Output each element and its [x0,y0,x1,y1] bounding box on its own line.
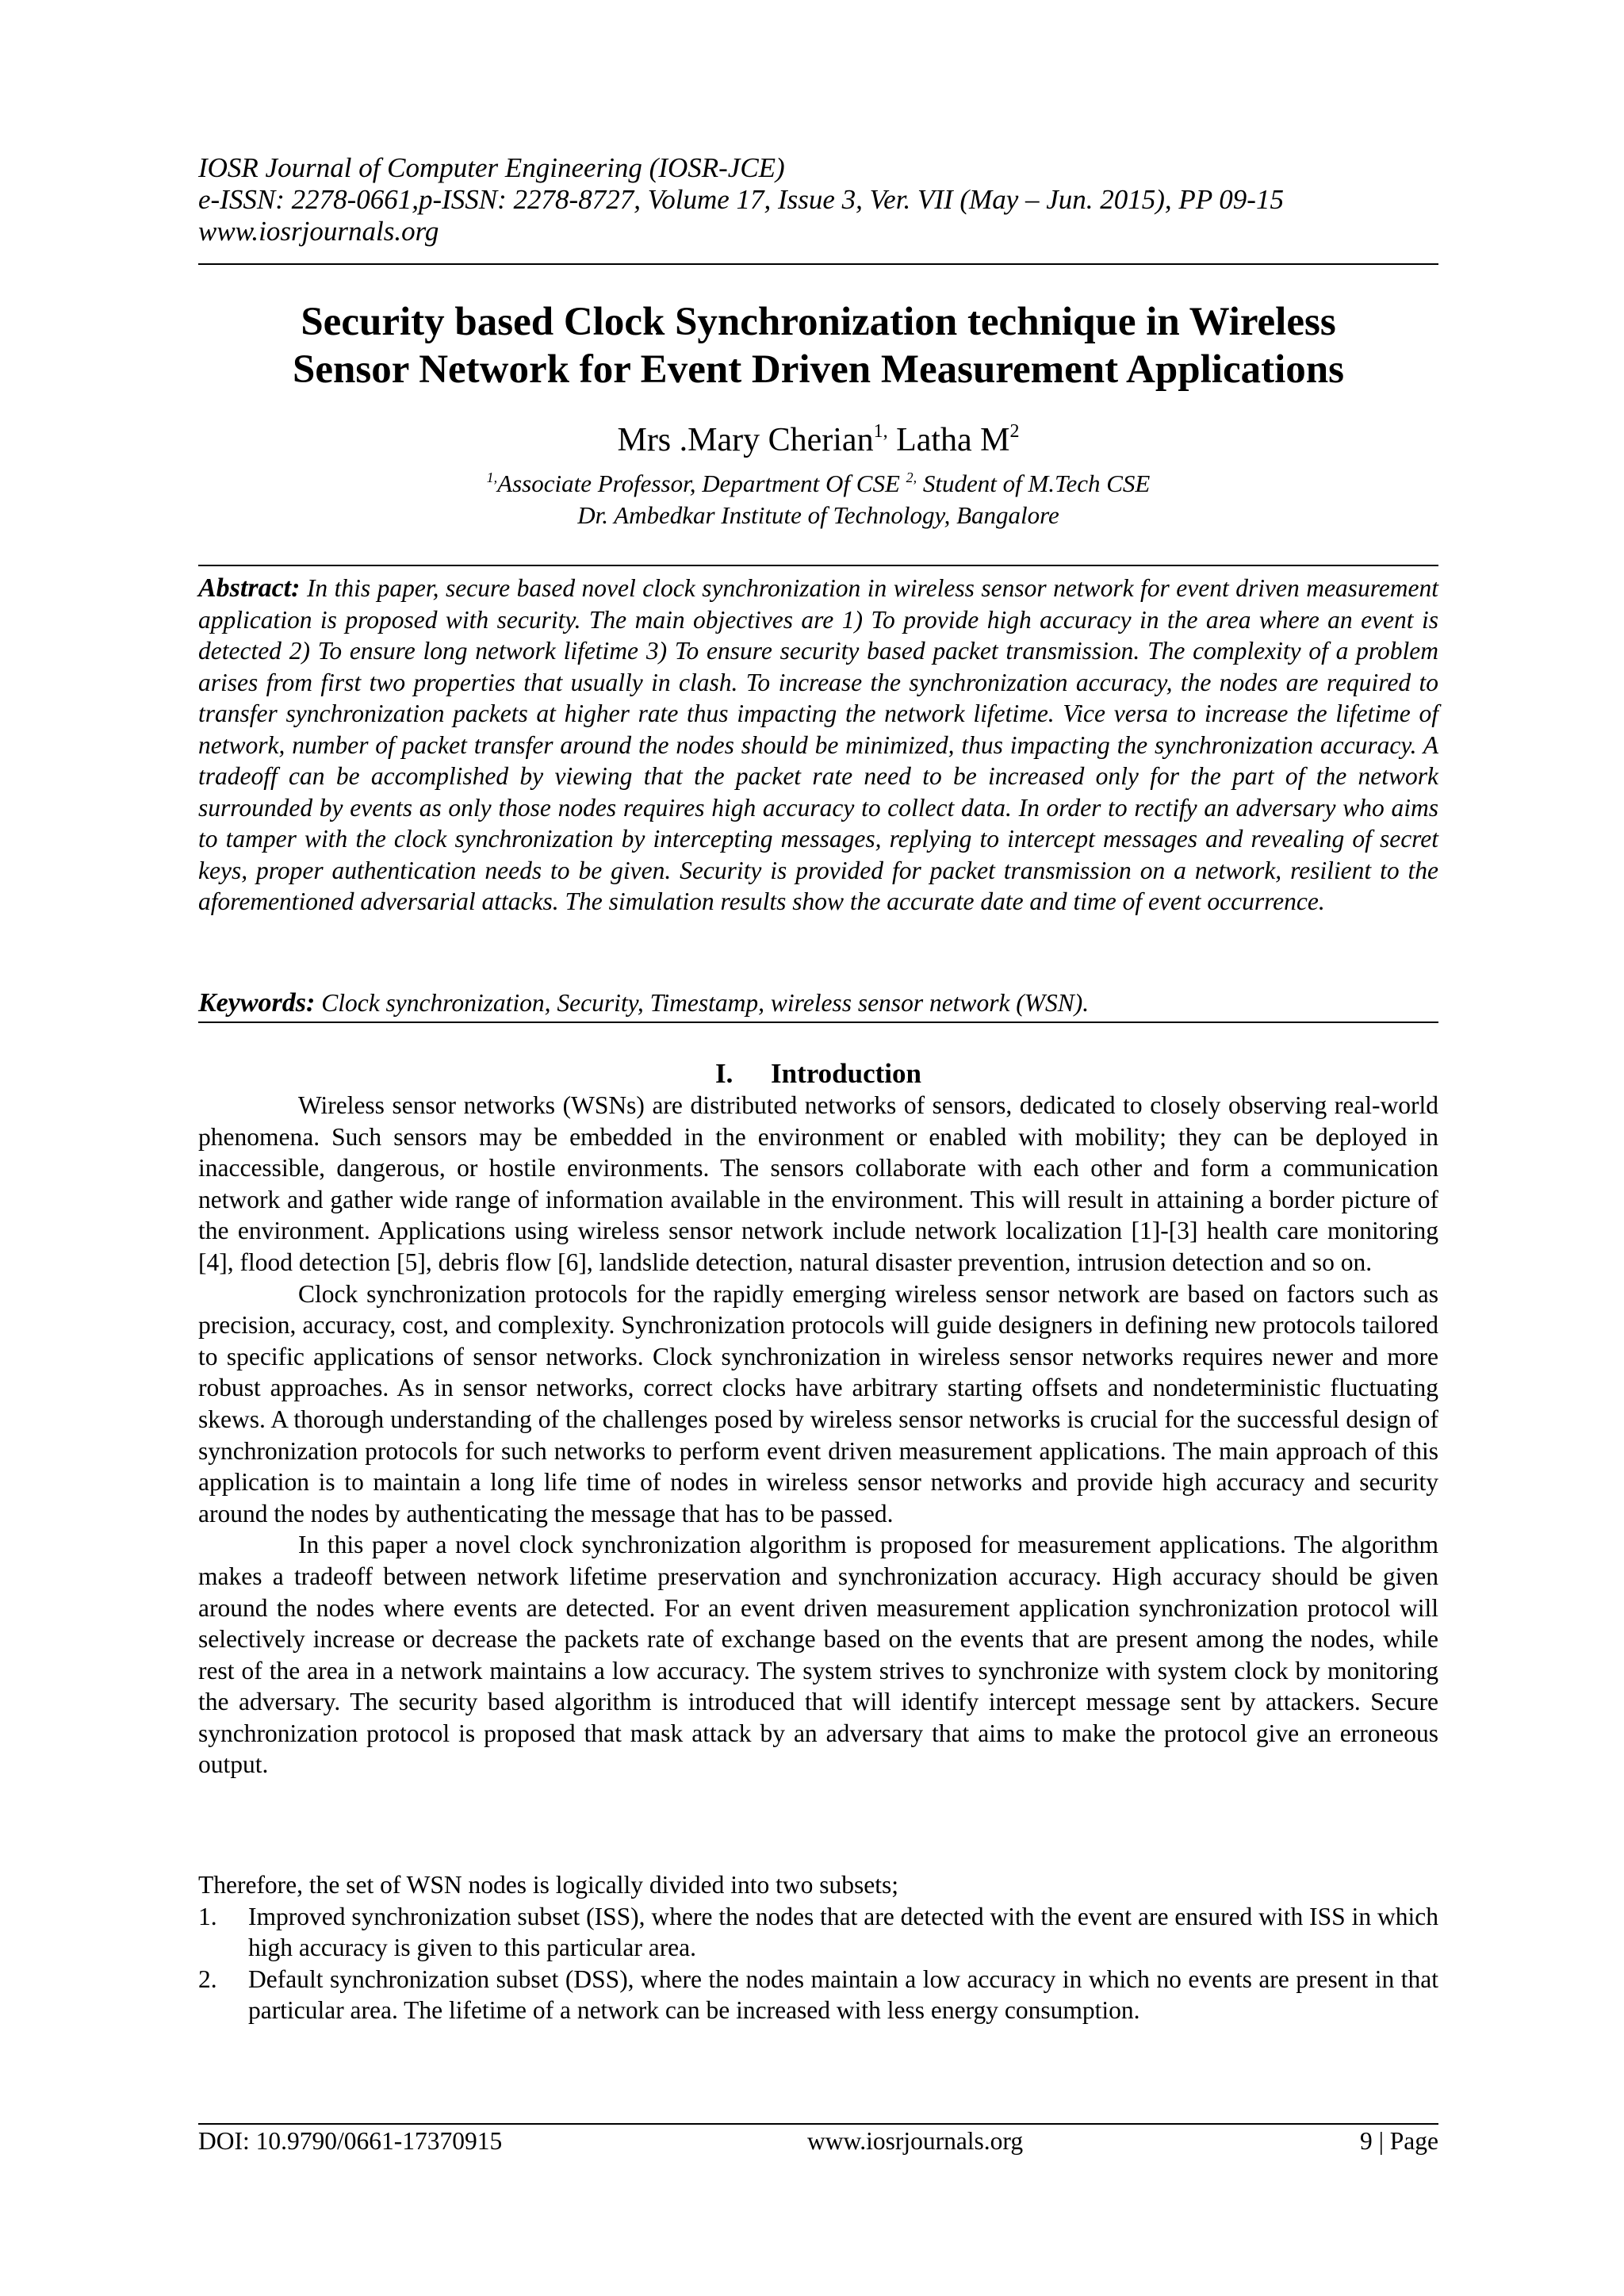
paper-title [198,298,1438,393]
author-2: Latha M [887,422,1010,458]
keywords-text: Clock synchronization, Security, Timestamp, wireless sensor network (WSN). [315,989,1090,1017]
list-text: Improved synchronization subset (ISS), where the nodes that are detected with the event are ensured with ISS in which high accuracy is given to this particular area. [248,1902,1438,1962]
keywords-label: Keywords: [198,988,316,1018]
footer-website[interactable]: www.iosrjournals.org [807,2127,1024,2155]
affiliations [198,468,1438,531]
abstract-bottom-rule [198,1022,1438,1023]
list-number: 2. [198,1964,217,1993]
section-heading [198,1056,1438,1091]
author-line [198,420,1438,460]
affil-2-sup: 2, [906,470,917,485]
paragraph: Wireless sensor networks (WSNs) are distributed networks of sensors, dedicated to closely observing real-world phenomena. Such sensors may be embedded in the environment or enabled with mobility; they can be deployed in inaccessible, dangerous, or hostile environments. The sensors collaborate with each other and form a communication network and gather wide range of information available in the environment. This will result in attaining a border picture of the environment. Applications using wireless sensor network include network localization [1]-[3] health care monitoring [4], flood detection [5], debris flow [6], landslide detection, natural disaster prevention, intrusion detection and so on. [198,1091,1438,1276]
header-rule [198,263,1438,265]
page-footer [198,2125,1438,2157]
institution: Dr. Ambedkar Institute of Technology, Bangalore [577,501,1059,529]
author-1: Mrs .Mary Cherian [617,422,874,458]
abstract [198,573,1438,918]
list-item [198,1964,1438,2026]
journal-name: IOSR Journal of Computer Engineering (IOSR-JCE) [198,152,785,183]
author-2-sup: 2 [1009,421,1020,442]
abstract-text: In this paper, secure based novel clock synchronization in wireless sensor network for event driven measurement application is proposed with security. The main objectives are 1) To provide high accuracy in the area where an event is detected 2) To ensure long network lifetime 3) To ensure security based packet transmission. The complexity of a problem arises from first two properties that usually in clash. To increase the synchronization accuracy, the nodes are required to transfer synchronization packets at higher rate thus impacting the network lifetime. Vice versa to increase the lifetime of network, number of packet transfer around the nodes should be minimized, thus impacting the synchronization accuracy. A tradeoff can be accomplished by viewing that the packet rate need to be increased only for the part of the network surrounded by events as only those nodes requires high accuracy to collect data. In order to rectify an adversary who aims to tamper with the clock synchronization by intercepting messages, replying to intercept messages and revealing of secret keys, proper authentication needs to be given. Security is provided for packet transmission on a network, resilient to the aforementioned adversarial attacks. The simulation results show the accurate date and time of event occurrence. [198,574,1438,915]
abstract-label: Abstract: [198,573,301,603]
affil-1-sup: 1, [486,470,498,485]
issn-line: e-ISSN: 2278-0661,p-ISSN: 2278-8727, Volume 17, Issue 3, Ver. VII (May – Jun. 2015), PP 09-15 [198,184,1284,215]
affil-2: Student of M.Tech CSE [917,470,1151,497]
list-item [198,1901,1438,1964]
journal-header [198,152,1438,247]
list-number: 1. [198,1902,217,1930]
affil-1: Associate Professor, Department Of CSE [497,470,906,497]
footer-rule [198,2123,1438,2125]
keywords [198,987,1438,1019]
abstract-top-rule [198,565,1438,566]
subset-section [198,1869,1438,2026]
paragraph: Clock synchronization protocols for the rapidly emerging wireless sensor network are based on factors such as precision, accuracy, cost, and complexity. Synchronization protocols will guide designers in defining new protocols tailored to specific applications of sensor networks. Clock synchronization in wireless sensor networks requires newer and more robust approaches. As in sensor networks, correct clocks have arbitrary starting offsets and nondeterministic fluctuating skews. A thorough understanding of the challenges posed by wireless sensor networks is crucial for the successful design of synchronization protocols for such networks to perform event driven measurement applications. The main approach of this application is to maintain a long life time of nodes in wireless sensor networks and provide high accuracy and security around the nodes by authenticating the message that has to be passed. [198,1279,1438,1527]
subset-list [198,1901,1438,2026]
affiliation-line [198,468,1438,500]
list-text: Default synchronization subset (DSS), where the nodes maintain a low accuracy in which no events are present in that particular area. The lifetime of a network can be increased with less energy consumption. [248,1964,1438,2025]
title-line-1: Security based Clock Synchronization technique in Wireless [301,300,1336,344]
paragraph: In this paper a novel clock synchronization algorithm is proposed for measurement applications. The algorithm makes a tradeoff between network lifetime preservation and synchronization accuracy. High accuracy should be given around the nodes where events are detected. For an event driven measurement application synchronization protocol will selectively increase or decrease the packets rate of exchange based on the events that are present among the nodes, while rest of the area in a network maintains a low accuracy. The system strives to synchronize with system clock by monitoring the adversary. The security based algorithm is introduced that will identify intercept message sent by attackers. Secure synchronization protocol is proposed that mask attack by an adversary that aims to make the protocol give an erroneous output. [198,1531,1438,1779]
section-number: I. [715,1058,733,1089]
journal-website: www.iosrjournals.org [198,216,439,247]
author-1-sup: 1, [873,421,888,442]
subset-intro: Therefore, the set of WSN nodes is logically divided into two subsets; [198,1871,899,1899]
introduction-body [198,1090,1438,1780]
section-title: Introduction [771,1058,921,1089]
title-line-2: Sensor Network for Event Driven Measurement Applications [293,347,1344,392]
footer-doi: DOI: 10.9790/0661-17370915 [198,2127,503,2155]
footer-page-number: 9 | Page [1359,2127,1438,2155]
